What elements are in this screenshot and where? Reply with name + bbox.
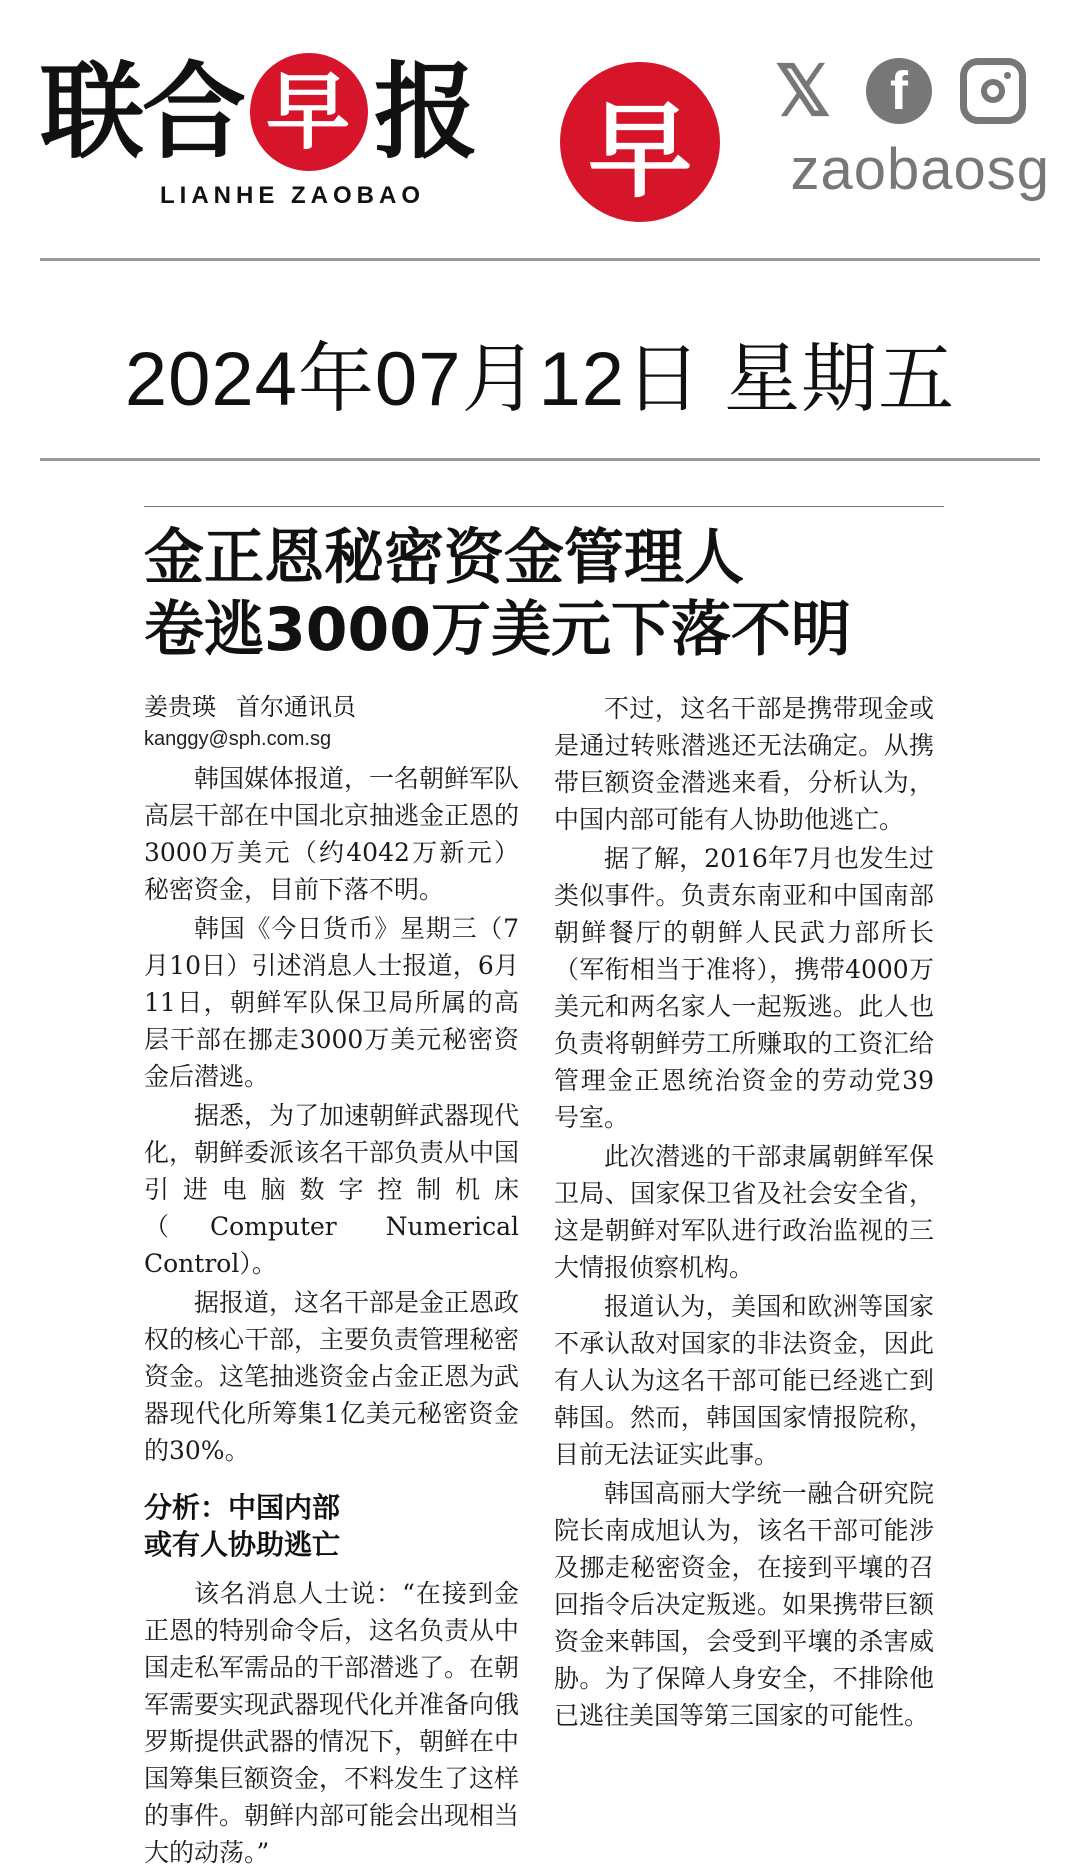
article-column-right: [554, 690, 934, 1734]
issue-date: 2024年07月12日 星期五: [124, 337, 956, 422]
zaobao-badge-icon[interactable]: 早: [560, 62, 720, 222]
subhead-line: 或有人协助逃亡: [144, 1528, 341, 1561]
x-icon[interactable]: 𝕏: [774, 52, 832, 130]
article-headline: [144, 522, 944, 666]
instagram-flash-icon: [1004, 72, 1011, 79]
article-column-left: [144, 690, 519, 1871]
article-top-rule: [144, 506, 944, 507]
logo-char: 报: [374, 50, 481, 173]
paragraph: 此次潜逃的干部隶属朝鲜军保卫局、国家保卫省及社会安全省，这是朝鲜对军队进行政治监视的三大情报侦察机构。: [554, 1142, 934, 1282]
paragraph: 据了解，2016年7月也发生过类似事件。负责东南亚和中国南部朝鲜餐厅的朝鲜人民武力部所长（军衔相当于准将），携带4000万美元和两名家人一起叛逃。此人也负责将朝鲜劳工所赚取的工资汇给管理金正恩统治资金的劳动党39号室。: [554, 844, 934, 1132]
logo-char: 联: [40, 50, 147, 173]
paragraph: 不过，这名干部是携带现金或是通过转账潜逃还无法确定。从携带巨额资金潜逃来看，分析认为，中国内部可能有人协助他逃亡。: [554, 694, 934, 834]
instagram-lens-icon: [981, 79, 1005, 103]
social-handle[interactable]: zaobaosg: [790, 137, 1050, 202]
subhead-line: 分析：中国内部: [144, 1491, 341, 1524]
masthead: [0, 0, 1080, 250]
paragraph: 据报道，这名干部是金正恩政权的核心干部，主要负责管理秘密资金。这笔抽逃资金占金正恩为武器现代化所筹集1亿美元秘密资金的30%。: [144, 1288, 520, 1465]
masthead-romanized-name: LIANHE ZAOBAO: [160, 182, 425, 209]
paragraph: 报道认为，美国和欧洲等国家不承认敌对国家的非法资金，因此有人认为这名干部可能已经逃亡到韩国。然而，韩国国家情报院称，目前无法证实此事。: [554, 1292, 934, 1469]
divider-top: [40, 258, 1040, 261]
headline-line: 金正恩秘密资金管理人: [144, 523, 744, 593]
instagram-icon[interactable]: [960, 58, 1026, 124]
author-email[interactable]: kanggy@sph.com.sg: [144, 728, 332, 750]
masthead-logo[interactable]: [40, 50, 481, 173]
paragraph: 该名消息人士说：“在接到金正恩的特别命令后，这名负责从中国走私军需品的干部潜逃了。在朝军需要实现武器现代化并准备向俄罗斯提供武器的情况下，朝鲜在中国筹集巨额资金，不料发生了这样的事件。朝鲜内部可能会出现相当大的动荡。”: [144, 1579, 520, 1867]
logo-char: 合: [142, 50, 249, 173]
social-links: [760, 52, 1050, 208]
headline-line: 卷逃3000万美元下落不明: [144, 595, 851, 665]
facebook-icon[interactable]: f: [866, 58, 932, 124]
paragraph: 据悉，为了加速朝鲜武器现代化，朝鲜委派该名干部负责从中国引进电脑数字控制机床（Computer Numerical Control）。: [144, 1101, 520, 1278]
logo-char-highlight: 早: [250, 53, 368, 171]
divider-bottom: [40, 458, 1040, 461]
paragraph: 韩国高丽大学统一融合研究院院长南成旭认为，该名干部可能涉及挪走秘密资金，在接到平壤的召回指令后决定叛逃。如果携带巨额资金来韩国，会受到平壤的杀害威胁。为了保障人身安全，不排除他已逃往美国等第三国家的可能性。: [554, 1479, 934, 1730]
paragraph: 韩国《今日货币》星期三（7月10日）引述消息人士报道，6月11日，朝鲜军队保卫局所属的高层干部在挪走3000万美元秘密资金后潜逃。: [144, 914, 519, 1091]
byline: [144, 690, 519, 724]
byline-role: 首尔通讯员: [236, 693, 356, 721]
article-subhead: [144, 1489, 519, 1563]
byline-author: 姜贵瑛: [144, 693, 216, 721]
paragraph: 韩国媒体报道，一名朝鲜军队高层干部在中国北京抽逃金正恩的3000万美元（约4042万新元）秘密资金，目前下落不明。: [144, 764, 520, 904]
